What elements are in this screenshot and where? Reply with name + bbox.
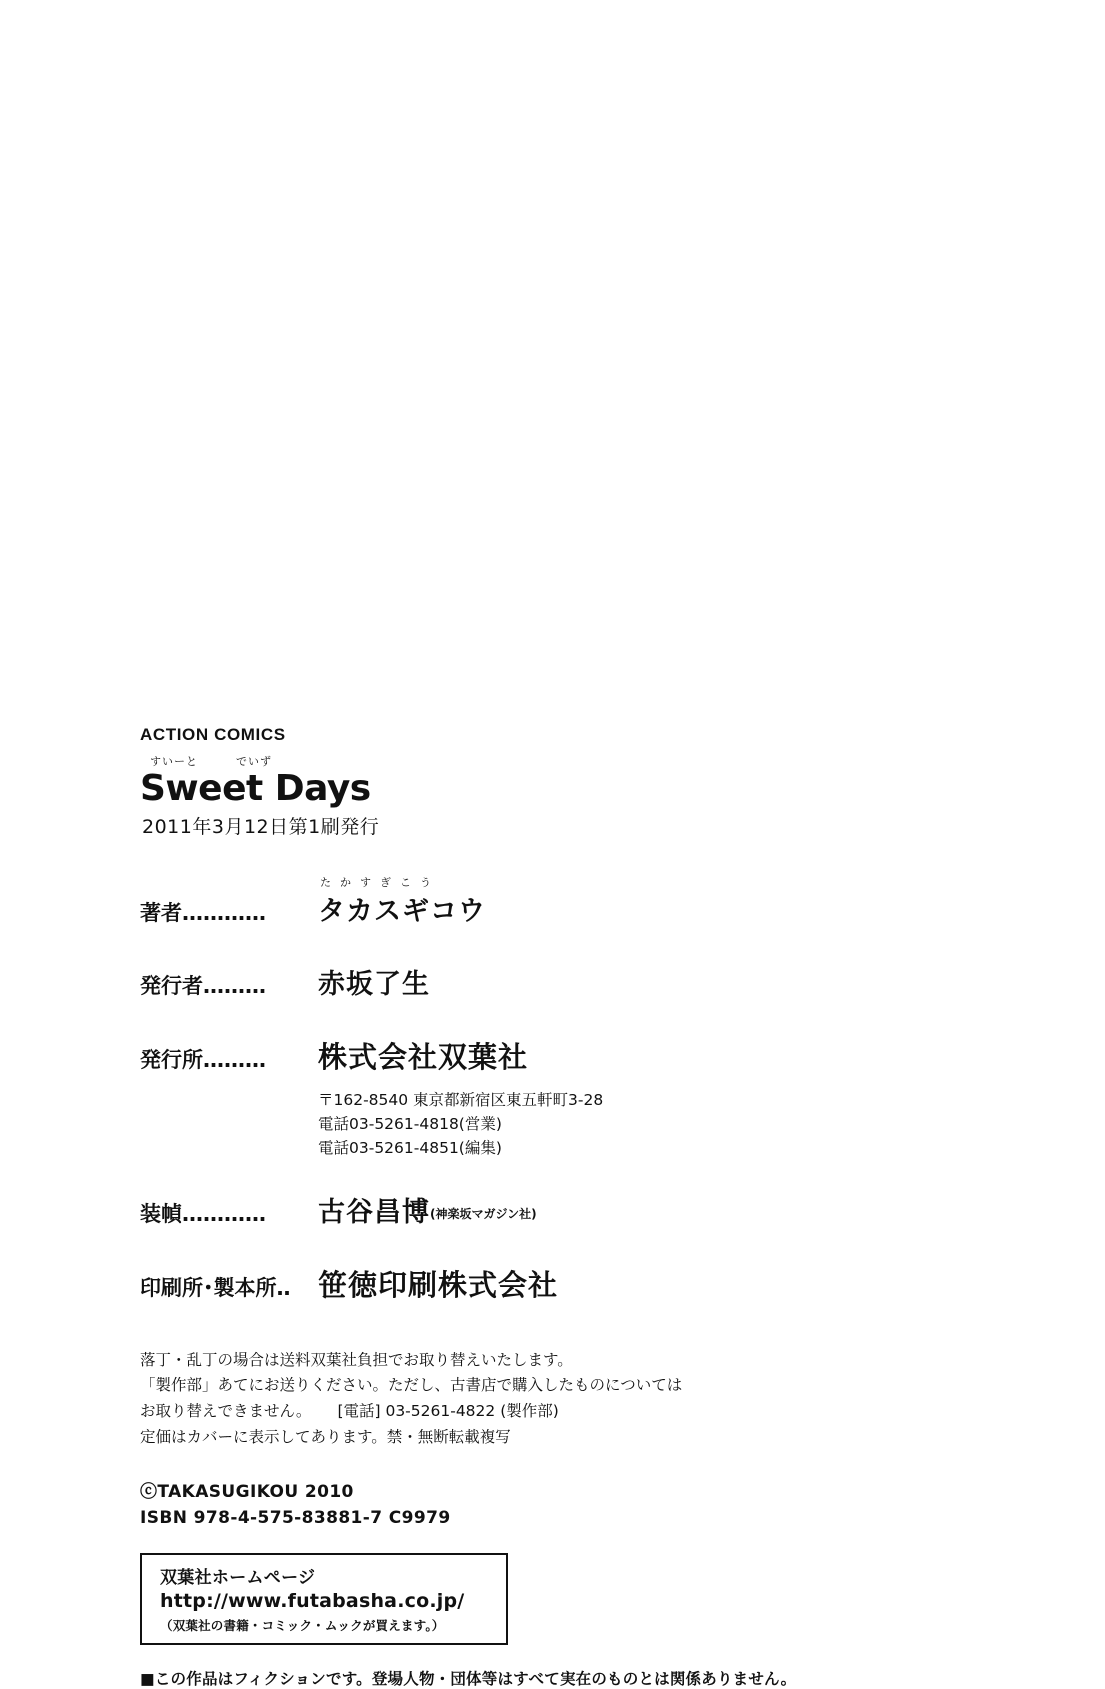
publication-date: 2011年3月12日第1刷発行 bbox=[142, 815, 380, 838]
credit-value-cover-design bbox=[318, 1190, 537, 1229]
credit-row bbox=[140, 1263, 970, 1304]
title-ruby bbox=[150, 753, 970, 769]
credit-value-author bbox=[318, 875, 486, 928]
address-line-3: 電話03-5261-4851(編集) bbox=[318, 1138, 502, 1157]
credit-value-printer: 笹徳印刷株式会社 bbox=[318, 1267, 559, 1302]
credits-list bbox=[140, 875, 970, 1304]
isbn-line: ISBN 978-4-575-83881-7 C9979 bbox=[140, 1507, 451, 1528]
return-policy-notes bbox=[140, 1348, 970, 1450]
note-line-3-text: お取り替えできません。 bbox=[140, 1401, 312, 1420]
cover-designer-name: 古谷昌博 bbox=[318, 1196, 430, 1228]
address-line-2: 電話03-5261-4818(営業) bbox=[318, 1114, 502, 1133]
homepage-note: （双葉社の書籍・コミック・ムックが買えます。） bbox=[160, 1618, 445, 1634]
credit-label-cover-design: 装幀………… bbox=[140, 1201, 266, 1226]
credit-label-printer: 印刷所･製本所‥ bbox=[140, 1275, 291, 1300]
note-line-2: 「製作部」あてにお送りください。ただし、古書店で購入したものについては bbox=[140, 1376, 683, 1395]
title-block bbox=[140, 753, 970, 839]
credit-row bbox=[140, 875, 970, 928]
credit-row bbox=[140, 962, 970, 1001]
credit-value-publisher: 株式会社双葉社 bbox=[318, 1039, 529, 1074]
page-title: Sweet Days bbox=[140, 768, 371, 809]
colophon-block bbox=[140, 725, 970, 1689]
cover-designer-affiliation: (神楽坂マガジン社) bbox=[430, 1206, 537, 1221]
publisher-address bbox=[318, 1088, 970, 1160]
fiction-disclaimer: ■この作品はフィクションです。登場人物・団体等はすべて実在のものとは関係ありません。 bbox=[140, 1670, 797, 1689]
homepage-heading: 双葉社ホームページ bbox=[160, 1568, 316, 1589]
copyright-line: ⓒTAKASUGIKOU 2010 bbox=[140, 1482, 354, 1503]
credit-label-author: 著者………… bbox=[140, 900, 266, 925]
copyright-block bbox=[140, 1480, 970, 1531]
homepage-url[interactable]: http://www.futabasha.co.jp/ bbox=[160, 1590, 465, 1613]
credit-label-publisher-person: 発行者……… bbox=[140, 973, 266, 998]
note-line-4: 定価はカバーに表示してあります。禁・無断転載複写 bbox=[140, 1427, 511, 1446]
homepage-box bbox=[140, 1553, 508, 1645]
credit-row bbox=[140, 1190, 970, 1229]
credit-value-publisher-person: 赤坂了生 bbox=[318, 968, 430, 1000]
note-line-1: 落丁・乱丁の場合は送料双葉社負担でお取り替えいたします。 bbox=[140, 1350, 573, 1369]
credit-label-publisher: 発行所……… bbox=[140, 1047, 266, 1072]
credit-row bbox=[140, 1035, 970, 1076]
title-ruby-part-2: でいず bbox=[236, 755, 272, 768]
author-name: タカスギコウ bbox=[318, 895, 486, 927]
series-label: ACTION COMICS bbox=[140, 725, 286, 744]
note-line-3 bbox=[140, 1399, 970, 1425]
author-ruby: たかすぎこう bbox=[320, 875, 440, 889]
address-line-1: 〒162-8540 東京都新宿区東五軒町3-28 bbox=[318, 1090, 604, 1109]
note-line-3-phone: [電話] 03-5261-4822 (製作部) bbox=[337, 1401, 559, 1420]
title-ruby-part-1: すいーと bbox=[150, 755, 198, 768]
